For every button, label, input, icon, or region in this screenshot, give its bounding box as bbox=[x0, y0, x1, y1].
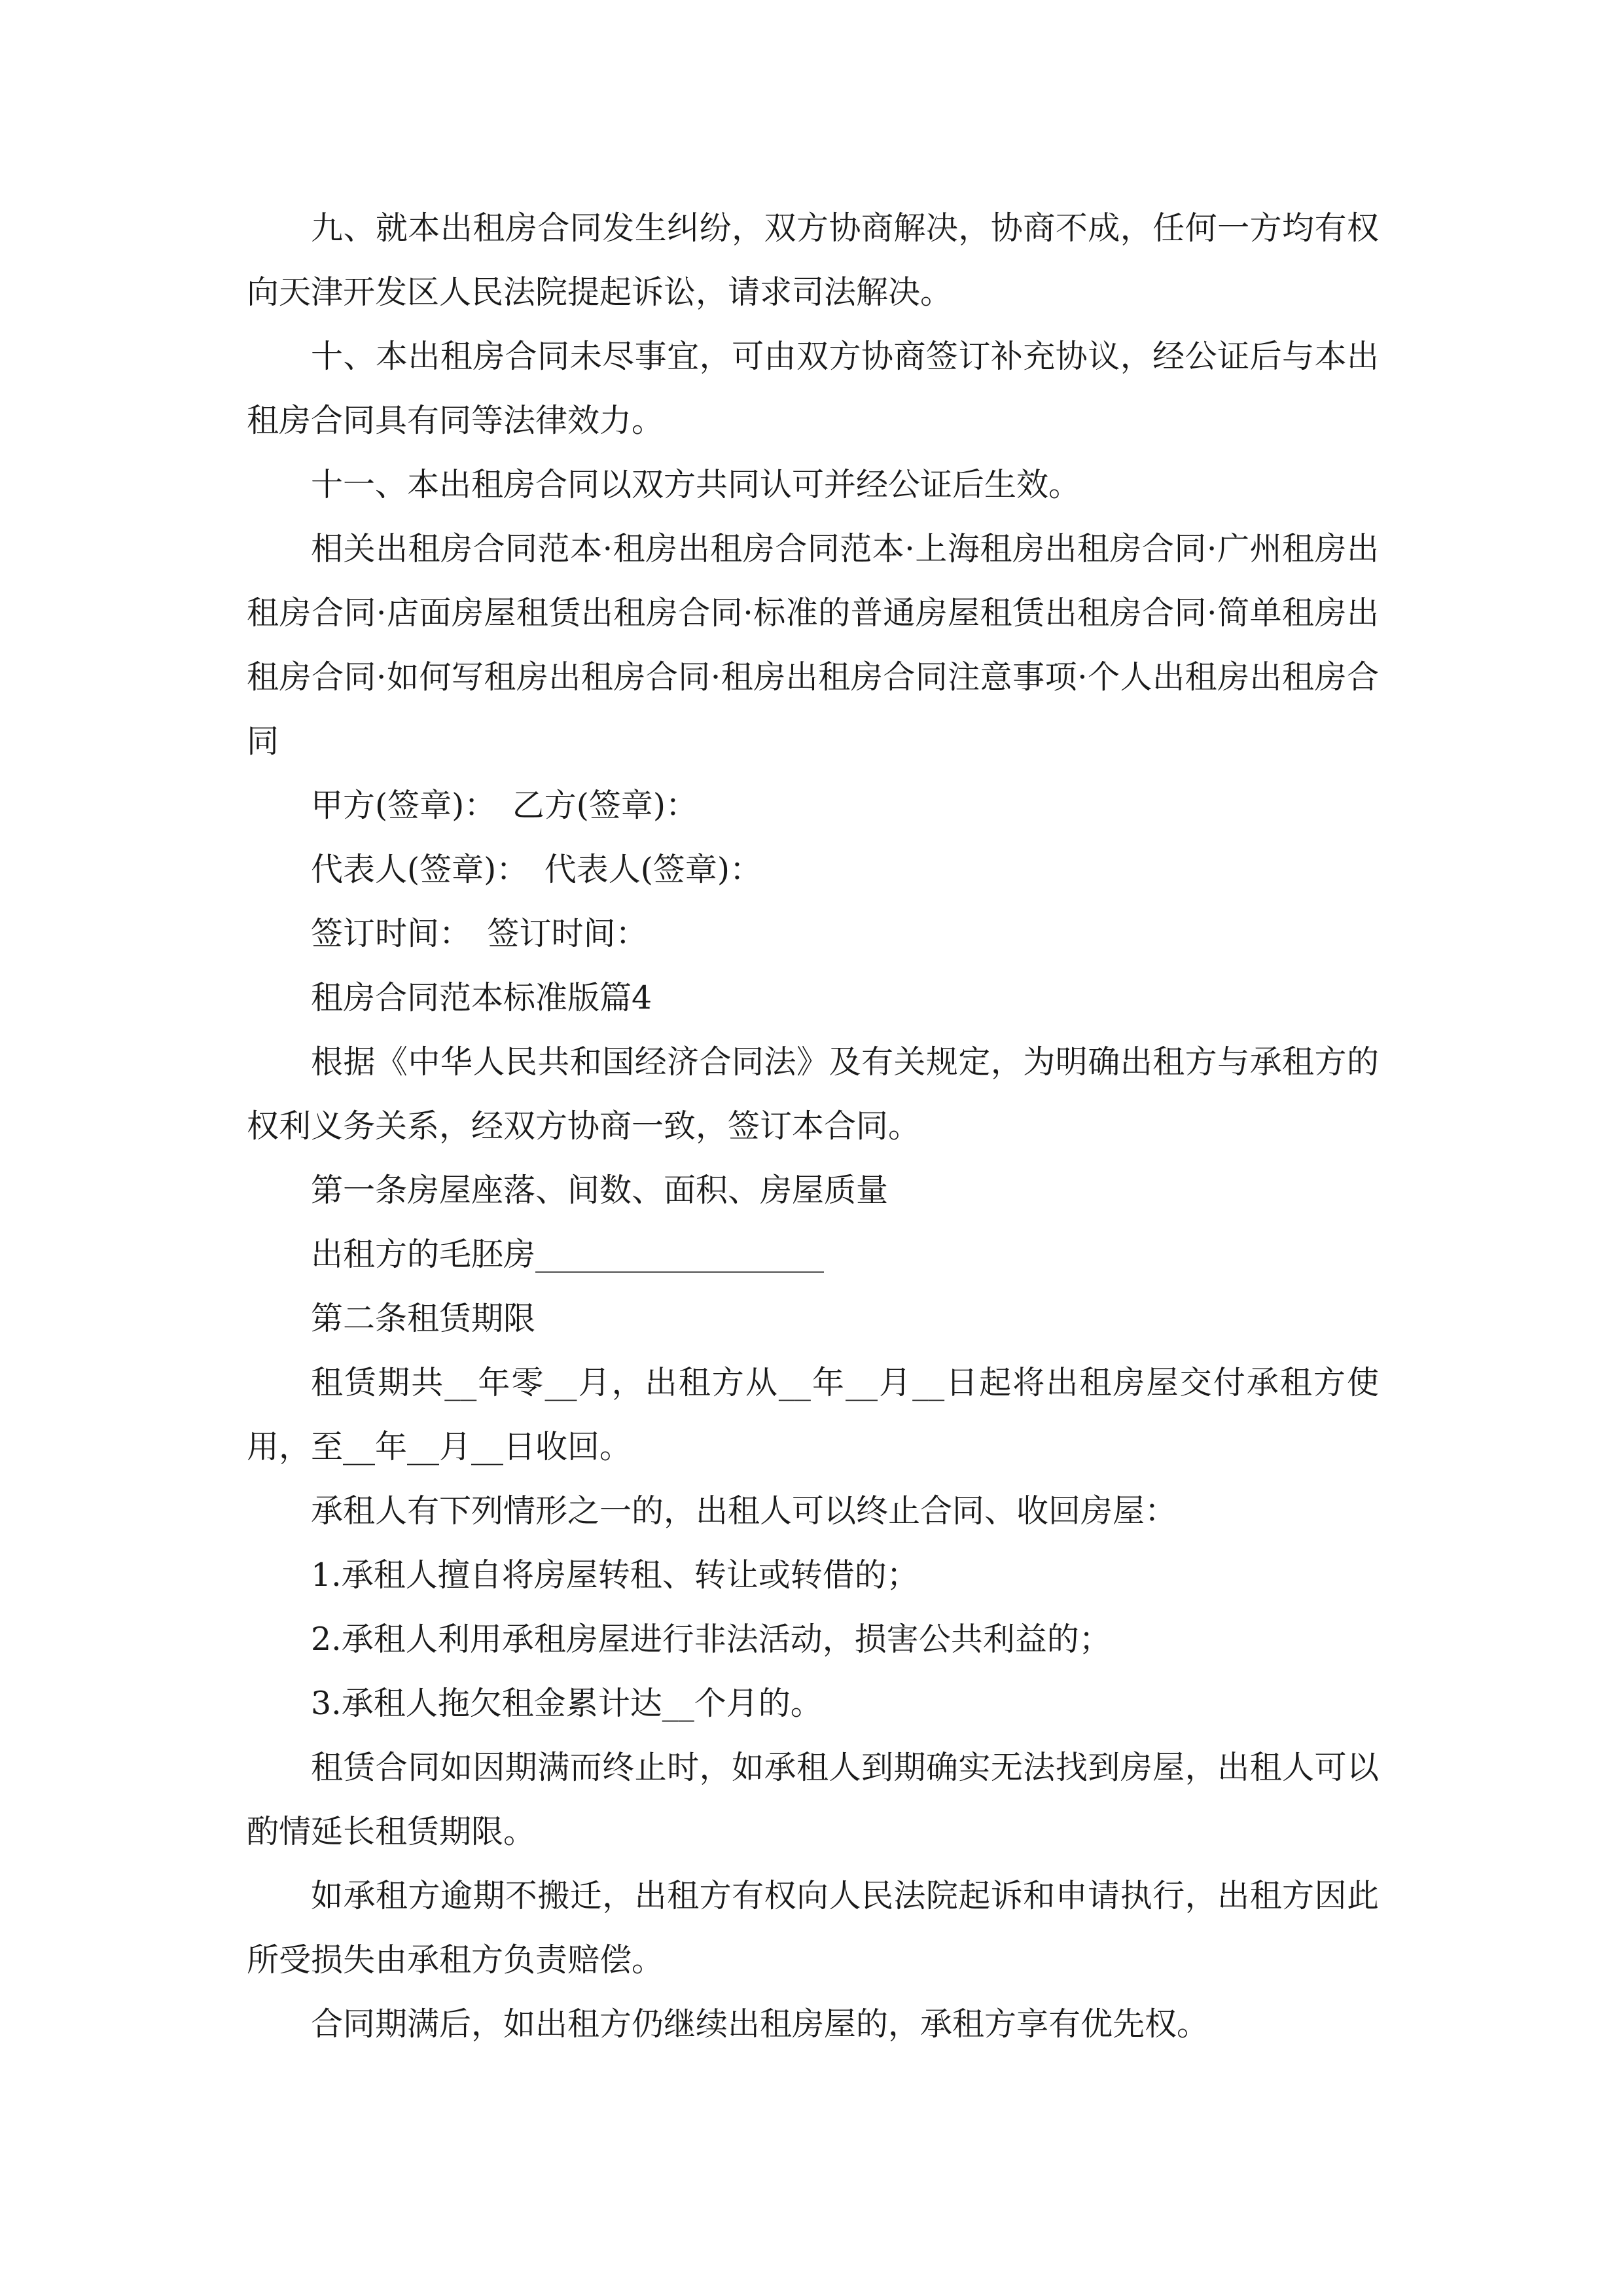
signature-date-line: 签订时间： 签订时间： bbox=[311, 915, 648, 952]
signature-party-line: 甲方(签章)： 乙方(签章)： bbox=[311, 787, 698, 824]
property-description: 出租方的毛胚房__________________ bbox=[311, 1236, 825, 1273]
clause-11: 十一、本出租房合同以双方共同认可并经公证后生效。 bbox=[311, 466, 1081, 503]
clause-9: 九、就本出租房合同发生纠纷，双方协商解决，协商不成，任何一方均有权向天津开发区人民法院提起诉讼，请求司法解决。 bbox=[247, 209, 1379, 311]
clause-10: 十、本出租房合同未尽事宜，可由双方协商签订补充协议，经公证后与本出租房合同具有同等法律效力。 bbox=[247, 338, 1379, 439]
signature-representative-line: 代表人(签章)： 代表人(签章)： bbox=[311, 851, 762, 888]
overdue-clause: 如承租方逾期不搬迁，出租方有权向人民法院起诉和申请执行，出租方因此所受损失由承租方负责赔偿。 bbox=[247, 1877, 1379, 1979]
related-contracts: 相关出租房合同范本·租房出租房合同范本·上海租房出租房合同·广州租房出租房合同·店面房屋租赁出租房合同·标准的普通房屋租赁出租房合同·简单租房出租房合同·如何写租房出租房合同·租房出租房合同注意事项·个人出租房出租房合同 bbox=[247, 530, 1379, 760]
termination-item-2: 2.承租人利用承租房屋进行非法活动，损害公共利益的； bbox=[311, 1621, 1111, 1658]
termination-intro: 承租人有下列情形之一的，出租人可以终止合同、收回房屋： bbox=[311, 1492, 1177, 1530]
termination-item-1: 1.承租人擅自将房屋转租、转让或转借的； bbox=[311, 1556, 919, 1594]
article-2-heading: 第二条租赁期限 bbox=[311, 1300, 536, 1337]
termination-item-3: 3.承租人拖欠租金累计达__个月的。 bbox=[311, 1685, 823, 1722]
article-1-heading: 第一条房屋座落、间数、面积、房屋质量 bbox=[311, 1172, 889, 1209]
preamble: 根据《中华人民共和国经济合同法》及有关规定，为明确出租方与承租方的权利义务关系，经双方协商一致，签订本合同。 bbox=[247, 1043, 1379, 1145]
extension-clause: 租赁合同如因期满而终止时，如承租人到期确实无法找到房屋，出租人可以酌情延长租赁期限。 bbox=[247, 1749, 1379, 1850]
priority-clause: 合同期满后，如出租方仍继续出租房屋的，承租方享有优先权。 bbox=[311, 2005, 1209, 2043]
document-body bbox=[247, 196, 1379, 2056]
lease-term: 租赁期共__年零__月，出租方从__年__月__日起将出租房屋交付承租方使用，至__年__月__日收回。 bbox=[247, 1364, 1379, 1465]
section-heading: 租房合同范本标准版篇4 bbox=[311, 979, 652, 1016]
